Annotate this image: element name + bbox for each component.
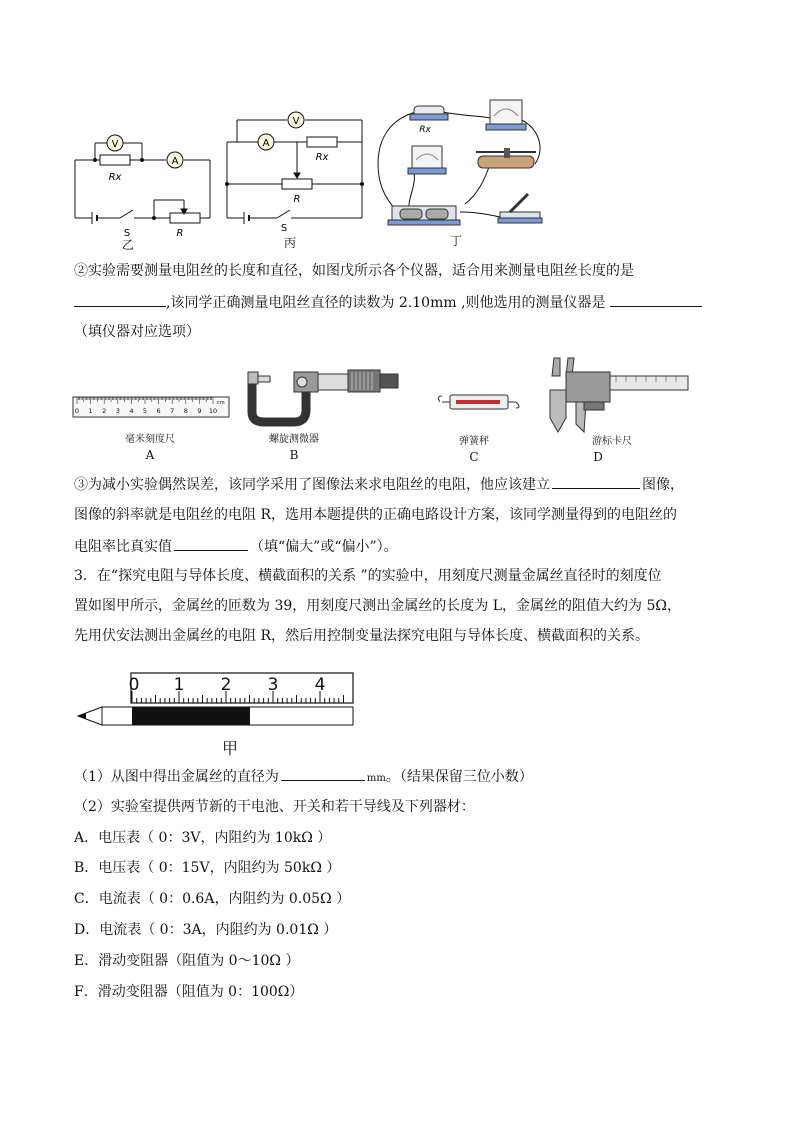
option-f: F．滑动变阻器（阻值为 0：100Ω） (74, 984, 304, 1000)
jia-tick-label: 1 (173, 675, 185, 695)
ruler-tick-label: 9 (197, 407, 202, 415)
caption-ding: 丁 (449, 234, 462, 248)
mm-ruler-image (72, 396, 232, 418)
fig-jia-ruler (76, 670, 358, 732)
caption-yi: 乙 (121, 238, 134, 252)
jia-tick-label: 0 (128, 675, 140, 695)
option-b: B．电压表（ 0：15V，内阻约为 50kΩ ） (74, 860, 341, 876)
sub1-unit: mm (366, 773, 386, 784)
circuit-ding (370, 94, 555, 234)
circuit-bing (222, 110, 372, 235)
q2-blank-length[interactable] (74, 292, 166, 307)
instrument-c-letter: C (469, 450, 479, 464)
instrument-d-name: 游标卡尺 (592, 436, 632, 447)
q3-line3-end: （填“偏大”或“偏小”）。 (250, 539, 398, 555)
q2-line2: ,该同学正确测量电阻丝直径的读数为 2.10mm ,则他选用的测量仪器是 (166, 295, 606, 311)
q3-blank-bias[interactable] (174, 536, 248, 551)
ammeter-label: A (171, 156, 179, 167)
ruler-tick-label: 1 (88, 407, 93, 415)
r-label: R (293, 194, 301, 205)
caption-jia: 甲 (221, 739, 238, 758)
instrument-c-name: 弹簧秤 (459, 436, 489, 447)
q3-blank-graph[interactable] (552, 474, 640, 489)
problem3-line3: 先用伏安法测出金属丝的电阻 R，然后用控制变量法探究电阻与导体长度、横截面积的关系。 (74, 628, 649, 644)
problem3-line1: 3．在“探究电阻与导体长度、横截面积的关系 ”的实验中，用刻度尺测量金属丝直径时的刻度位 (74, 568, 662, 584)
ruler-tick-label: 5 (142, 407, 148, 415)
q3-line2: 图像的斜率就是电阻丝的电阻 R，选用本题提供的正确电路设计方案，该同学测量得到的电阻丝的 (74, 507, 677, 523)
jia-tick-label: 2 (220, 675, 232, 695)
switch-label: S (280, 223, 288, 234)
jia-tick-label: 4 (314, 675, 326, 695)
option-d: D．电流表（ 0：3A，内阻约为 0.01Ω ） (74, 922, 338, 938)
q2-line1: ②实验需要测量电阻丝的长度和直径，如图戊所示各个仪器，适合用来测量电阻丝长度的是 (74, 263, 634, 279)
option-a: A．电压表（ 0：3V，内阻约为 10kΩ ） (74, 830, 332, 846)
vernier-caliper-image (546, 354, 692, 436)
option-e: E．滑动变阻器（阻值为 0～10Ω ） (74, 953, 300, 969)
rx-label: Rx (108, 172, 122, 183)
jia-tick-label: 3 (267, 675, 279, 695)
sub2-text: （2）实验室提供两节新的干电池、开关和若干导线及下列器材： (74, 799, 475, 815)
ammeter-label: A (262, 138, 270, 149)
q3-line1: ③为减小实验偶然误差，该同学采用了图像法来求电阻丝的电阻，他应该建立 (74, 477, 550, 493)
ruler-tick-label: 8 (183, 407, 188, 415)
ruler-tick-label: 2 (102, 407, 107, 415)
sub1-text: （1）从图中得出金属丝的直径为 (74, 769, 279, 785)
instrument-d-letter: D (593, 450, 603, 464)
instrument-a-letter: A (145, 448, 155, 462)
problem3-line2: 置如图甲所示，金属丝的匝数为 39，用刻度尺测出金属丝的长度为 L，金属丝的阻值大约为 5Ω， (74, 598, 681, 614)
ruler-unit: cm (217, 400, 225, 406)
instrument-a-name: 毫米刻度尺 (125, 434, 175, 445)
ruler-tick-label: 0 (74, 407, 80, 415)
micrometer-image (244, 364, 404, 428)
sub1-end: 。（结果保留三位小数） (385, 769, 533, 785)
voltmeter-label: V (292, 116, 300, 127)
ruler-tick-label: 3 (115, 407, 120, 415)
instrument-b-name: 螺旋测微器 (269, 434, 319, 445)
ruler-tick-label: 4 (129, 407, 134, 415)
spring-scale-image (438, 392, 520, 412)
ruler-tick-label: 6 (156, 407, 161, 415)
switch-label: S (123, 228, 131, 239)
circuit-yi (70, 128, 220, 248)
q3-line3-start: 电阻率比真实值 (74, 539, 172, 555)
q2-blank-instrument[interactable] (610, 292, 702, 307)
sub1-blank-diameter[interactable] (281, 766, 365, 781)
voltmeter-label: V (111, 139, 119, 150)
rx-label: Rx (419, 125, 431, 135)
ruler-tick-label: 10 (208, 407, 218, 415)
q2-line3: （填仪器对应选项） (74, 324, 200, 340)
caption-bing: 丙 (283, 236, 296, 250)
q3-line1-end: 图像， (642, 477, 684, 493)
option-c: C．电流表（ 0：0.6A，内阻约为 0.05Ω ） (74, 891, 351, 907)
rx-label: Rx (315, 152, 329, 163)
r-label: R (176, 228, 184, 239)
instrument-b-letter: B (289, 448, 299, 462)
ruler-tick-label: 7 (170, 407, 175, 415)
